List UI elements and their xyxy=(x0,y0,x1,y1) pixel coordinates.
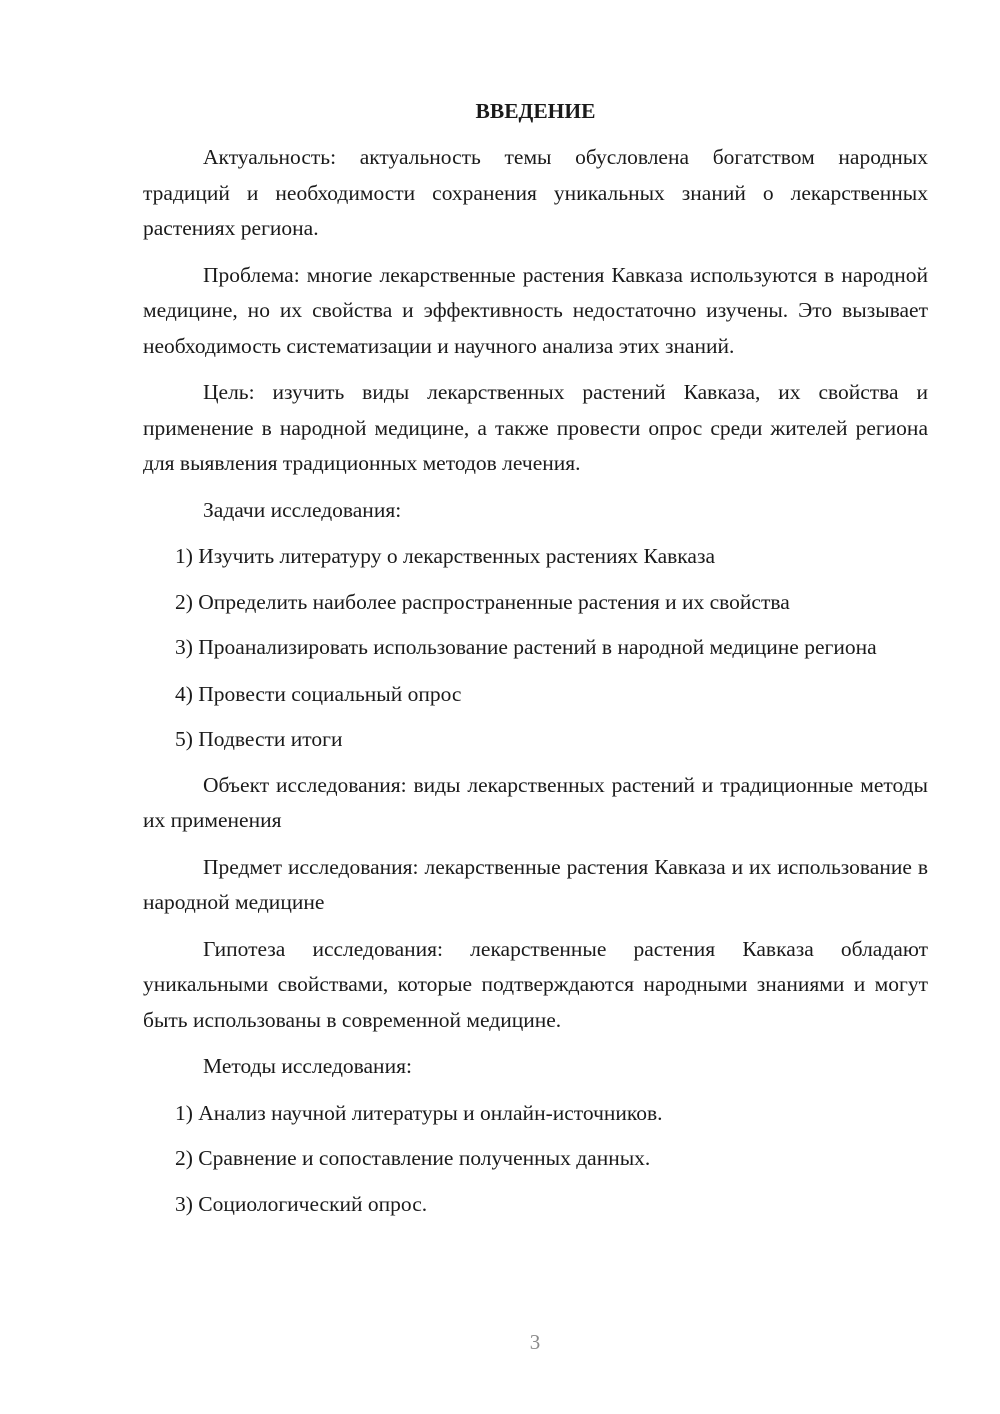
problem-paragraph: Проблема: многие лекарственные растения Кавказа используются в народной медицине, но их свойства и эффективность недостаточно изучены. Это вызывает необходимость систематизации и научного анализа этих знаний. xyxy=(143,262,928,358)
task-item: 3) Проанализировать использование растений в народной медицине региона xyxy=(175,635,877,659)
methods-title: Методы исследования: xyxy=(203,1054,412,1078)
subject-paragraph: Предмет исследования: лекарственные растения Кавказа и их использование в народной медицине xyxy=(143,854,928,914)
task-item: 5) Подвести итоги xyxy=(175,727,343,751)
method-item: 2) Сравнение и сопоставление полученных данных. xyxy=(175,1146,651,1170)
object-paragraph: Объект исследования: виды лекарственных растений и традиционные методы их применения xyxy=(143,772,928,832)
task-item: 2) Определить наиболее распространенные растения и их свойства xyxy=(175,589,790,614)
method-item: 1) Анализ научной литературы и онлайн-источников. xyxy=(175,1100,663,1125)
goal-paragraph: Цель: изучить виды лекарственных растений Кавказа, их свойства и применение в народной медицине, а также провести опрос среди жителей региона для выявления традиционных методов лечения. xyxy=(143,380,928,475)
page-number: 3 xyxy=(529,1330,541,1354)
section-heading: ВВЕДЕНИЕ xyxy=(475,99,596,123)
hypothesis-paragraph: Гипотеза исследования: лекарственные растения Кавказа обладают уникальными свойствами, которые подтверждаются народными знаниями и могут быть использованы в современной медицине. xyxy=(143,936,928,1032)
task-item: 4) Провести социальный опрос xyxy=(175,681,462,706)
method-item: 3) Социологический опрос. xyxy=(175,1191,428,1216)
document-page xyxy=(143,95,928,1232)
relevance-paragraph: Актуальность: актуальность темы обусловлена богатством народных традиций и необходимости сохранения уникальных знаний о лекарственных растениях региона. xyxy=(143,145,928,240)
task-item: 1) Изучить литературу о лекарственных растениях Кавказа xyxy=(175,544,716,568)
tasks-title: Задачи исследования: xyxy=(203,497,402,522)
